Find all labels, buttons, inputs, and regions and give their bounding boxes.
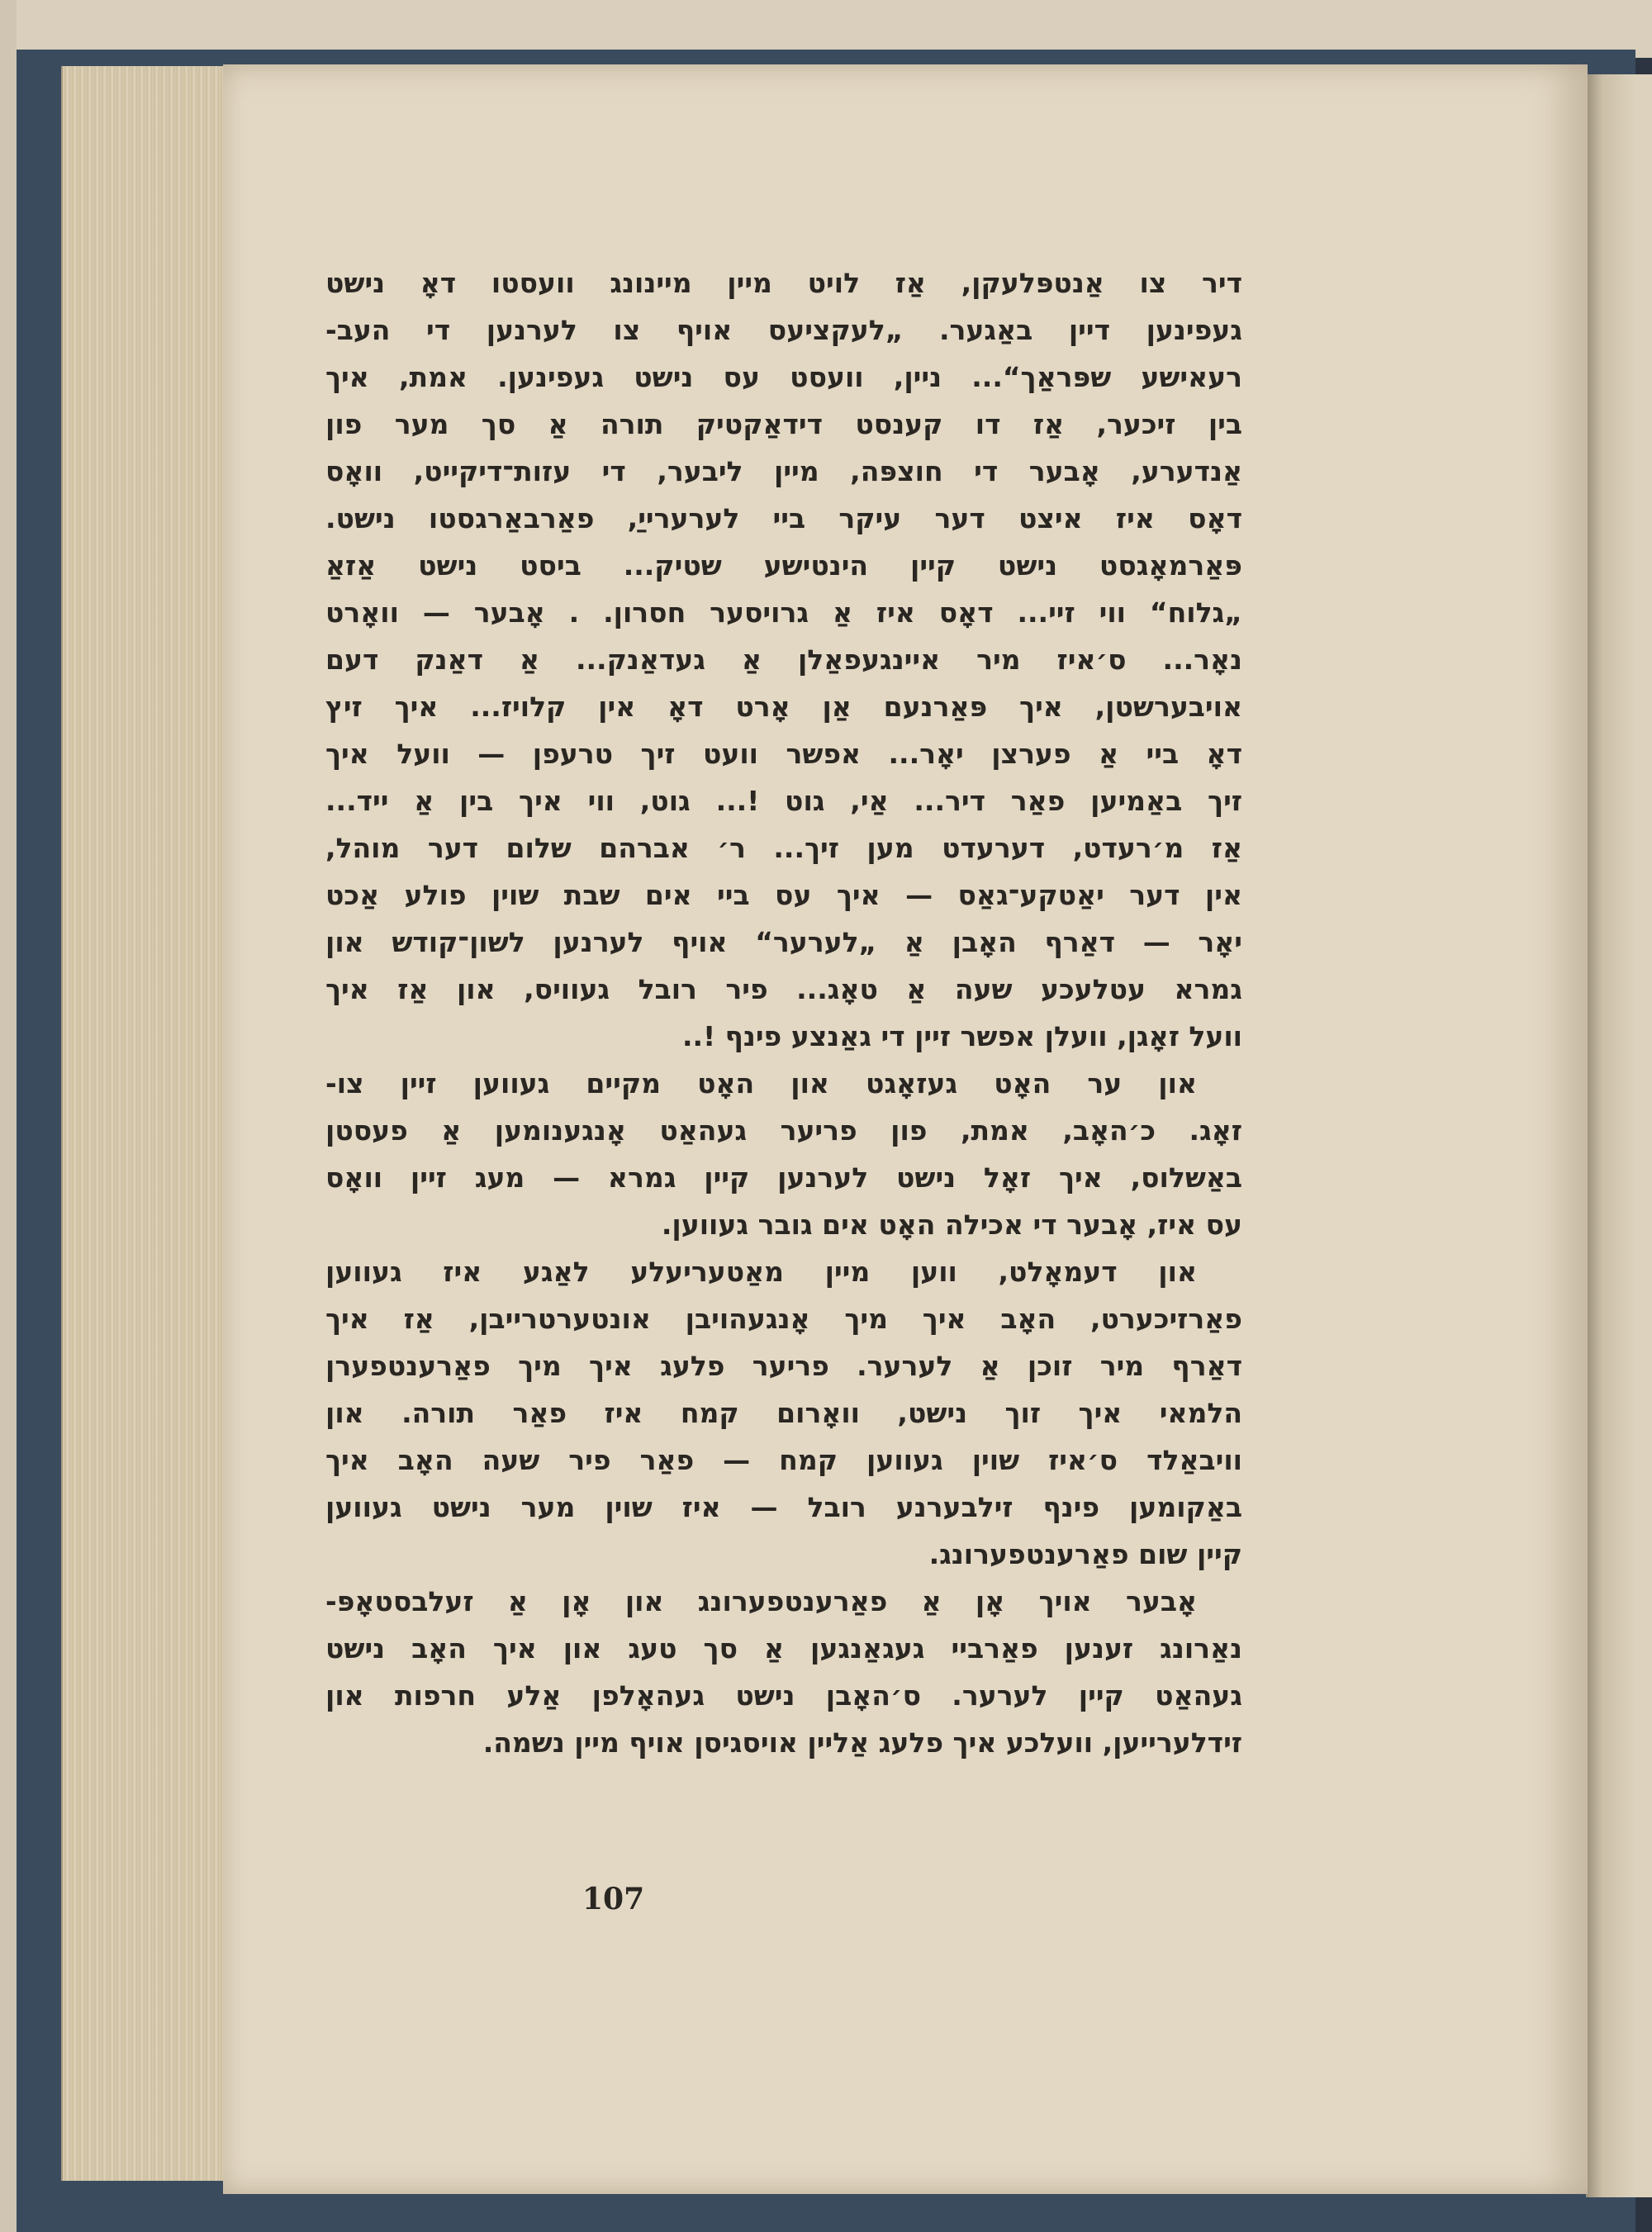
text-line: וויבאַלד ס׳איז שוין געווען קמח — פאַר פיר שעה האָב איך bbox=[325, 1444, 1242, 1476]
page-text bbox=[325, 259, 1242, 1766]
text-line: זידלערייען, וועלכע איך פלעג אַליין אויסגיסן אויף מיין נשמה. bbox=[482, 1726, 1242, 1759]
text-line: דאַרף מיר זוכן אַ לערער. פריער פלעג איך מיך פאַרענטפערן bbox=[325, 1350, 1242, 1382]
text-line: זאָג. כ׳האָב, אמת, פון פריער געהאַט אָנגענומען אַ פעסטן bbox=[325, 1114, 1242, 1147]
text-line: נאַרונג זענען פאַרביי געגאַנגען אַ סך טעג און איך האָב נישט bbox=[325, 1632, 1242, 1665]
text-line: גמרא עטלעכע שעה אַ טאָג... פיר רובל געוויס, און אַז איך bbox=[325, 973, 1242, 1005]
text-line: דיר צו אַנטפּלעקן, אַז לויט מיין מיינונג וועסטו דאָ נישט bbox=[325, 267, 1242, 299]
text-line: און ער האָט געזאָגט און האָט מקיים געווען זיין צו- bbox=[325, 1067, 1197, 1099]
text-line: נאָר... ס׳איז מיר איינגעפאַלן אַ געדאַנק... אַ דאַנק דעם bbox=[325, 643, 1242, 676]
text-line: באַשלוס, איך זאָל נישט לערנען קיין גמרא — מעג זיין וואָס bbox=[325, 1161, 1242, 1194]
text-line: געהאַט קיין לערער. ס׳האָבן נישט געהאָלפן אַלע חרפות און bbox=[325, 1679, 1242, 1712]
text-line: אין דער יאַטקע־גאַס — איך עס ביי אים שבת שוין פולע אַכט bbox=[325, 879, 1242, 911]
text-line: דאָס איז איצט דער עיקר ביי לערערייַ, פאַרבאַרגסטו נישט. bbox=[325, 502, 1242, 534]
text-line: בין זיכער, אַז דו קענסט דידאַקטיק תורה אַ סך מער פון bbox=[325, 408, 1242, 440]
text-line: „גלוח“ ווי זיי... דאָס איז אַ גרויסער חסרון. . אָבער — וואָרט bbox=[325, 596, 1242, 629]
text-line: אָבער אויך אָן אַ פאַרענטפערונג און אָן אַ זעלבסטאָפּ- bbox=[325, 1585, 1197, 1617]
book-cover-left bbox=[0, 0, 17, 2232]
text-line: אַנדערע, אָבער די חוצפּה, מיין ליבער, די עזות־דיקייט, וואָס bbox=[325, 455, 1242, 487]
text-line: געפינען דיין באַגער. „לעקציעס אויף צו לערנען די העב- bbox=[325, 314, 1242, 346]
facing-page-edge bbox=[1586, 74, 1652, 2197]
text-line: וועל זאָגן, וועלן אפשר זיין די גאַנצע פינף !.. bbox=[682, 1020, 1242, 1052]
text-line: פּאַרמאָגסט נישט קיין הינטישע שטיק... ביסט נישט אַזאַ bbox=[325, 549, 1242, 582]
text-line: הלמאי איך זוך נישט, וואָרום קמח איז פאַר תורה. און bbox=[325, 1397, 1242, 1429]
text-line: רעאישע שפּראַך“... ניין, וועסט עס נישט געפינען. אמת, איך bbox=[325, 361, 1242, 393]
text-line: אַז מ׳רעדט, דערעדט מען זיך... ר׳ אברהם שלום דער מוהל, bbox=[325, 832, 1242, 864]
text-line: יאָר — דאַרף האָבן אַ „לערער“ אויף לערנען לשון־קודש און bbox=[325, 926, 1242, 958]
text-line: און דעמאָלט, ווען מיין מאַטעריעלע לאַגע איז געווען bbox=[325, 1256, 1197, 1288]
page-edges bbox=[61, 66, 228, 2181]
text-line: קיין שום פאַרענטפערונג. bbox=[928, 1538, 1242, 1570]
text-line: עס איז, אָבער די אכילה האָט אים גובר געווען. bbox=[661, 1209, 1242, 1241]
text-line: אויבערשטן, איך פּאַרנעם אַן אָרט דאָ אין קלויז... איך זיץ bbox=[325, 691, 1242, 723]
text-line: זיך באַמיען פאַר דיר... אַי, גוט !... גוט, ווי איך בין אַ ייד... bbox=[325, 785, 1242, 817]
text-line: דאָ ביי אַ פערצן יאָר... אפשר וועט זיך טרעפן — וועל איך bbox=[325, 738, 1242, 770]
text-line: פאַרזיכערט, האָב איך מיך אָנגעהויבן אונטערטרייבן, אַז איך bbox=[325, 1303, 1242, 1335]
page-number: 107 bbox=[582, 1882, 645, 1916]
text-line: באַקומען פינף זילבערנע רובל — איז שוין מער נישט געווען bbox=[325, 1491, 1242, 1523]
